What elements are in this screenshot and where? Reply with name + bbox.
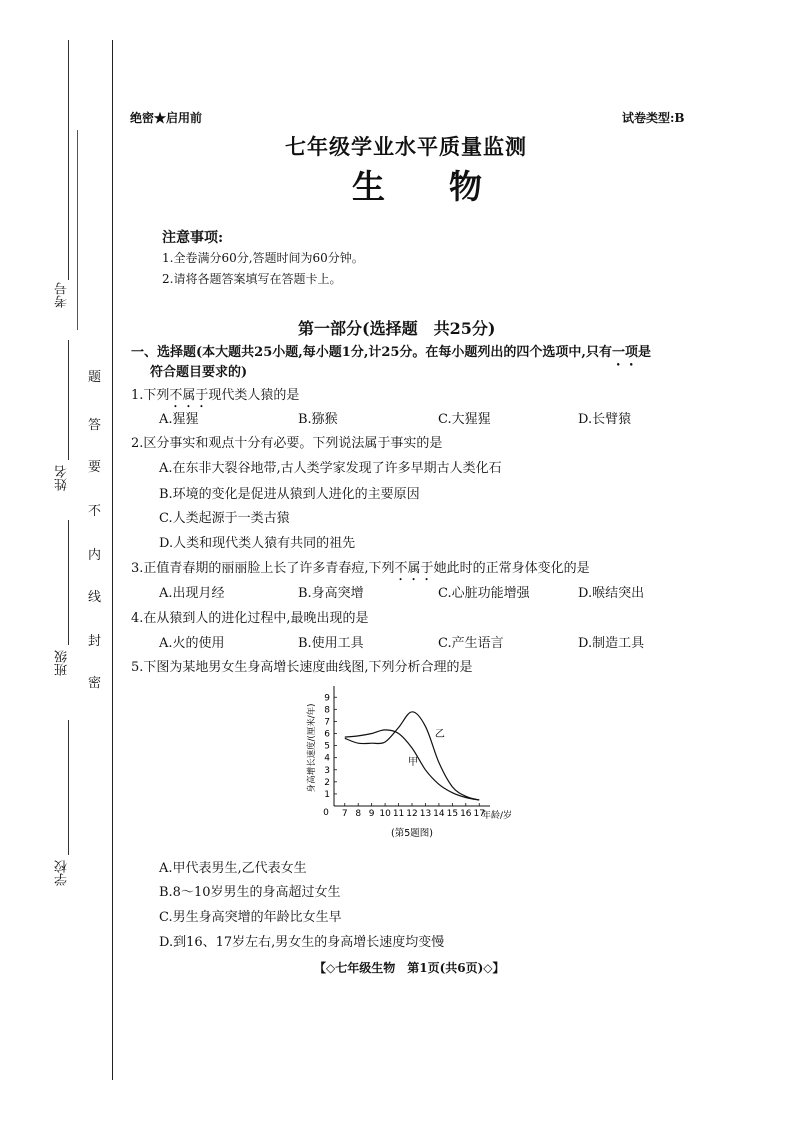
notice-heading: 注意事项: (162, 230, 224, 246)
q5-option-c[interactable]: C.男生身高突增的年龄比女生早 (159, 910, 342, 925)
x-tick-label: 8 (355, 809, 362, 819)
notice-item-1: 1.全卷满分60分,答题时间为60分钟。 (162, 251, 364, 265)
section-instruction: 一、选择题(本大题共25小题,每小题1分,计25分。在每小题列出的四个选项中,只有一项是 (131, 345, 651, 360)
growth-rate-chart (300, 682, 540, 842)
y-tick-label: 5 (324, 741, 330, 752)
q3-option-c[interactable]: C.心脏功能增强 (438, 586, 530, 601)
seal-char-3: 要 (88, 460, 102, 475)
q1-option-b[interactable]: B.猕猴 (298, 412, 338, 427)
question-3-stem: 3.正值青春期的丽丽脸上长了许多青春痘,下列不属于她此时的正常身体变化的是 (131, 561, 590, 576)
seal-char-6: 线 (88, 590, 102, 605)
x-tick-label: 11 (392, 809, 405, 819)
question-2-stem: 2.区分事实和观点十分有必要。下列说法属于事实的是 (131, 436, 443, 451)
q2-option-b[interactable]: B.环境的变化是促进从猿到人进化的主要原因 (159, 487, 420, 502)
seal-char-2: 答 (88, 418, 102, 433)
page-footer: 【◇七年级生物 第1页(共6页)◇】 (314, 961, 505, 975)
q2-option-a[interactable]: A.在东非大裂谷地带,古人类学家发现了许多早期古人类化石 (159, 461, 502, 476)
chart-caption: (第5题图) (391, 828, 433, 839)
q2-option-c[interactable]: C.人类起源于一类古猿 (159, 511, 290, 526)
x-tick-label: 9 (368, 809, 375, 819)
class-blank[interactable] (68, 520, 69, 645)
q5-option-d[interactable]: D.到16、17岁左右,男女生的身高增长速度均变慢 (159, 935, 445, 950)
margin-border-line (112, 40, 113, 1080)
y-tick-label: 6 (324, 729, 330, 740)
y-tick-label: 1 (324, 789, 330, 800)
question-5-stem: 5.下图为某地男女生身高增长速度曲线图,下列分析合理的是 (131, 660, 473, 675)
y-tick-label: 9 (324, 693, 330, 704)
q5-option-a[interactable]: A.甲代表男生,乙代表女生 (159, 861, 307, 876)
y-tick-label: 3 (324, 765, 330, 776)
notice-item-2: 2.请将各题答案填写在答题卡上。 (162, 272, 342, 286)
school-label: 学校 (55, 860, 70, 886)
q1-option-c[interactable]: C.大猩猩 (438, 412, 491, 427)
q4-option-a[interactable]: A.火的使用 (159, 636, 225, 651)
x-tick-label: 15 (446, 809, 459, 819)
series-line-yi (345, 712, 479, 800)
x-tick-label: 13 (419, 809, 432, 819)
q3-option-d[interactable]: D.喉结突出 (578, 586, 645, 601)
q4-option-c[interactable]: C.产生语言 (438, 636, 504, 651)
margin-seal-line (77, 130, 78, 330)
name-blank[interactable] (68, 340, 69, 460)
exam-title: 七年级学业水平质量监测 (285, 134, 527, 159)
y-axis-label: 身高增长速度/(厘米/年) (307, 703, 317, 793)
seal-char-1: 题 (88, 370, 102, 385)
x-tick-label: 17 (473, 809, 485, 819)
q4-option-b[interactable]: B.使用工具 (298, 636, 364, 651)
seal-char-4: 不 (88, 504, 102, 519)
section-instruction-line2: 符合题目要求的) (150, 365, 248, 380)
seal-char-8: 密 (88, 676, 102, 691)
x-tick-label: 7 (341, 809, 348, 819)
origin-label: 0 (323, 808, 329, 818)
q1-option-a[interactable]: A.猩猩 (159, 412, 199, 427)
subject-title (352, 161, 484, 208)
name-label: 姓名 (55, 465, 70, 491)
x-axis-label: 年龄/岁 (482, 811, 513, 821)
y-tick-label: 2 (324, 777, 330, 788)
question-1-stem: 1.下列不属于现代类人猿的是 (131, 388, 300, 403)
part1-title: 第一部分(选择题 共25分) (298, 319, 496, 338)
x-tick-label: 10 (379, 809, 391, 819)
series-label-jia: 甲 (407, 756, 418, 768)
exam-no-label: 考号 (55, 282, 70, 308)
school-blank[interactable] (68, 720, 69, 855)
y-tick-label: 8 (324, 705, 330, 716)
x-tick-label: 12 (406, 809, 418, 819)
seal-char-5: 内 (88, 548, 102, 563)
series-label-yi: 乙 (434, 729, 445, 741)
seal-char-7: 封 (88, 634, 102, 649)
question-4-stem: 4.在从猿到人的进化过程中,最晚出现的是 (131, 611, 369, 626)
subject-char-2: 物 (449, 167, 484, 206)
class-label: 班级 (55, 650, 70, 676)
y-tick-label: 7 (324, 717, 330, 728)
secret-mark: 绝密★启用前 (130, 111, 203, 125)
subject-char-1: 生 (352, 167, 387, 206)
q3-option-a[interactable]: A.出现月经 (159, 586, 225, 601)
paper-type: 试卷类型:B (622, 111, 685, 125)
q2-option-d[interactable]: D.人类和现代类人猿有共同的祖先 (159, 536, 356, 551)
y-tick-label: 4 (324, 753, 330, 764)
q5-option-b[interactable]: B.8～10岁男生的身高超过女生 (159, 885, 341, 900)
q4-option-d[interactable]: D.制造工具 (578, 636, 645, 651)
exam-no-blank[interactable] (68, 40, 69, 280)
q3-option-b[interactable]: B.身高突增 (298, 586, 364, 601)
x-tick-label: 16 (460, 809, 472, 819)
q1-option-d[interactable]: D.长臂猿 (578, 412, 632, 427)
x-tick-label: 14 (433, 809, 445, 819)
